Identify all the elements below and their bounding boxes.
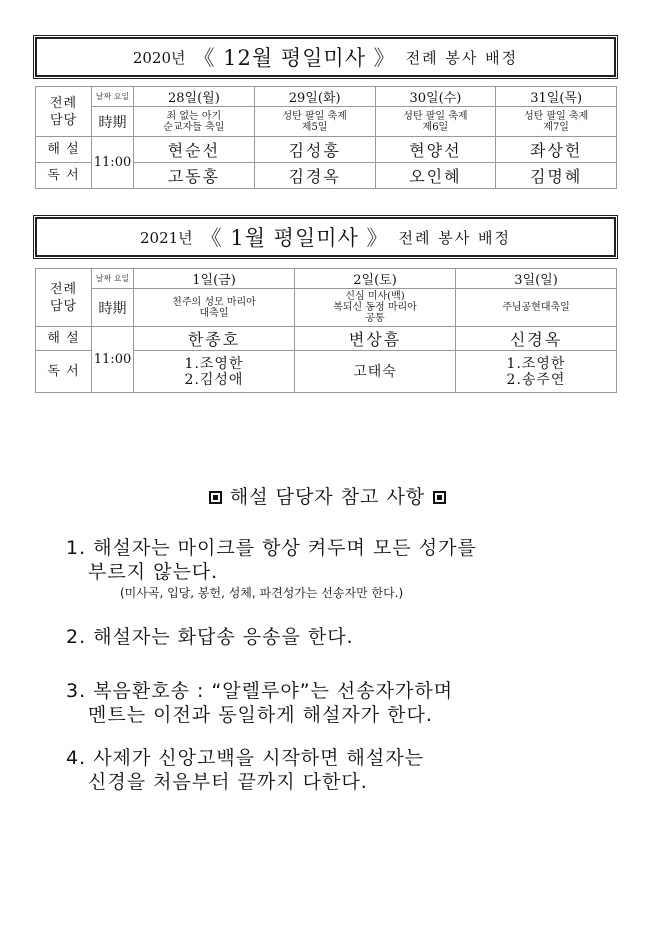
commentator-name: 현양선 bbox=[375, 137, 496, 163]
event-cell: 주님공현대축일 bbox=[456, 289, 617, 327]
role-commentator: 해 설 bbox=[36, 137, 92, 163]
january-title-box bbox=[33, 215, 618, 259]
role-commentator: 해 설 bbox=[36, 327, 92, 351]
date-cell: 30일(수) bbox=[375, 87, 496, 107]
reference-item-3: 3. 복음환호송 : “알렐루야”는 선송자가하며 멘트는 이전과 동일하게 해설자가 한다. bbox=[66, 680, 454, 726]
date-day-label: 날짜 요일 bbox=[92, 269, 134, 289]
reference-item-4: 4. 사제가 신앙고백을 시작하면 해설자는 신경을 처음부터 끝까지 다한다. bbox=[66, 747, 424, 793]
event-cell: 신심 미사(백) 복되신 동정 마리아 공통 bbox=[295, 289, 456, 327]
reader-name: 고동홍 bbox=[134, 163, 255, 189]
date-cell: 28일(월) bbox=[134, 87, 255, 107]
december-title: 《 12월 평일미사 》 bbox=[193, 46, 396, 70]
reader-name: 1.조영한 2.김성애 bbox=[134, 351, 295, 393]
season-label: 時期 bbox=[92, 289, 134, 327]
role-header-cell: 전례 담당 bbox=[36, 87, 92, 137]
commentator-name: 신경옥 bbox=[456, 327, 617, 351]
reference-heading: 해설 담당자 참고 사항 bbox=[0, 482, 655, 509]
event-cell: 성탄 팔일 축제 제5일 bbox=[254, 107, 375, 137]
event-cell: 천주의 성모 마리아 대축일 bbox=[134, 289, 295, 327]
event-cell: 성탄 팔일 축제 제6일 bbox=[375, 107, 496, 137]
commentator-name: 김성홍 bbox=[254, 137, 375, 163]
december-title-box bbox=[33, 35, 618, 79]
reader-name: 김명혜 bbox=[496, 163, 617, 189]
december-schedule-table bbox=[35, 86, 617, 189]
season-label: 時期 bbox=[92, 107, 134, 137]
january-year: 2021년 bbox=[140, 228, 193, 247]
filled-square-icon bbox=[433, 491, 446, 504]
role-reader: 독 서 bbox=[36, 163, 92, 189]
event-cell: 성탄 팔일 축제 제7일 bbox=[496, 107, 617, 137]
date-cell: 2일(토) bbox=[295, 269, 456, 289]
reader-name: 오인혜 bbox=[375, 163, 496, 189]
december-year: 2020년 bbox=[132, 48, 186, 67]
filled-square-icon bbox=[209, 491, 222, 504]
date-cell: 3일(일) bbox=[456, 269, 617, 289]
january-title: 《 1월 평일미사 》 bbox=[200, 226, 389, 250]
reader-name: 고태숙 bbox=[295, 351, 456, 393]
date-cell: 31일(목) bbox=[496, 87, 617, 107]
commentator-name: 한종호 bbox=[134, 327, 295, 351]
december-subtitle: 전례 봉사 배정 bbox=[405, 48, 519, 67]
commentator-name: 좌상헌 bbox=[496, 137, 617, 163]
date-cell: 1일(금) bbox=[134, 269, 295, 289]
commentator-name: 변상흠 bbox=[295, 327, 456, 351]
reader-name: 1.조영한 2.송주연 bbox=[456, 351, 617, 393]
date-cell: 29일(화) bbox=[254, 87, 375, 107]
reference-item-2: 2. 해설자는 화답송 응송을 한다. bbox=[66, 626, 354, 648]
date-day-label: 날짜 요일 bbox=[92, 87, 134, 107]
reference-item-1-note: (미사곡, 입당, 봉헌, 성체, 파견성가는 선송자만 한다.) bbox=[120, 586, 404, 600]
reference-item-1: 1. 해설자는 마이크를 항상 켜두며 모든 성가를 부르지 않는다. bbox=[66, 537, 477, 583]
reader-name: 김경옥 bbox=[254, 163, 375, 189]
role-header-cell: 전례 담당 bbox=[36, 269, 92, 327]
mass-time: 11:00 bbox=[92, 327, 134, 393]
event-cell: 죄 없는 아기 순교자들 축일 bbox=[134, 107, 255, 137]
mass-time: 11:00 bbox=[92, 137, 134, 189]
january-schedule-table bbox=[35, 268, 617, 393]
commentator-name: 현순선 bbox=[134, 137, 255, 163]
january-subtitle: 전례 봉사 배정 bbox=[398, 228, 511, 247]
role-reader: 독 서 bbox=[36, 351, 92, 393]
